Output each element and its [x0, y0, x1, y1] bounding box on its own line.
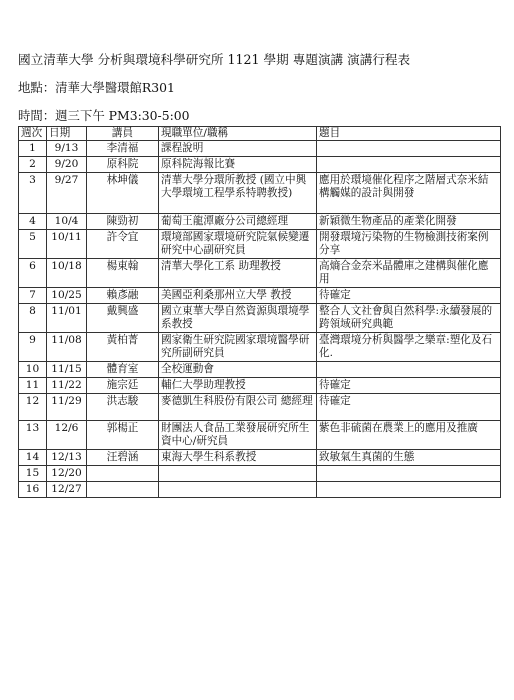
column-header-affiliation: 現職單位/職稱 [159, 127, 317, 141]
cell-week: 13 [19, 421, 47, 450]
table-row [19, 362, 501, 378]
cell-date: 9/27 [47, 173, 87, 214]
cell-speaker: 李清福 [87, 141, 159, 157]
cell-week: 9 [19, 333, 47, 362]
table-row [19, 421, 501, 450]
table-row [19, 394, 501, 421]
cell-week: 7 [19, 288, 47, 304]
table-row [19, 333, 501, 362]
table-row [19, 259, 501, 288]
cell-date: 12/6 [47, 421, 87, 450]
table-row [19, 173, 501, 214]
cell-week: 2 [19, 157, 47, 173]
cell-topic: 新穎微生物產品的產業化開發 [317, 214, 501, 230]
table-row [19, 141, 501, 157]
table-row [19, 482, 501, 498]
cell-affiliation: 原科院海報比賽 [159, 157, 317, 173]
table-row [19, 304, 501, 333]
cell-speaker: 戴興盛 [87, 304, 159, 333]
cell-date: 11/15 [47, 362, 87, 378]
table-row [19, 157, 501, 173]
cell-date: 12/20 [47, 466, 87, 482]
cell-week: 3 [19, 173, 47, 214]
cell-affiliation: 葡萄王龍潭廠分公司總經理 [159, 214, 317, 230]
cell-week: 14 [19, 450, 47, 466]
cell-speaker: 賴彥融 [87, 288, 159, 304]
cell-speaker [87, 482, 159, 498]
document-page [18, 52, 500, 498]
cell-topic: 待確定 [317, 394, 501, 421]
cell-topic [317, 482, 501, 498]
cell-topic: 高熵合金奈米晶體庫之建構與催化應用 [317, 259, 501, 288]
cell-week: 6 [19, 259, 47, 288]
cell-date: 10/11 [47, 230, 87, 259]
cell-date: 12/27 [47, 482, 87, 498]
cell-topic [317, 466, 501, 482]
cell-affiliation: 輔仁大學助理教授 [159, 378, 317, 394]
cell-week: 16 [19, 482, 47, 498]
cell-speaker: 林坤儀 [87, 173, 159, 214]
column-header-date: 日期 [47, 127, 87, 141]
cell-topic: 待確定 [317, 378, 501, 394]
cell-affiliation: 麥德凱生科股份有限公司 總經理 [159, 394, 317, 421]
cell-affiliation: 環境部國家環境研究院氣候變遷研究中心副研究員 [159, 230, 317, 259]
table-row [19, 450, 501, 466]
cell-speaker: 汪碧涵 [87, 450, 159, 466]
schedule-table [18, 126, 501, 498]
cell-topic: 臺灣環境分析與醫學之樂章:塑化及石化. [317, 333, 501, 362]
cell-affiliation: 清華大學化工系 助理教授 [159, 259, 317, 288]
table-row [19, 214, 501, 230]
cell-affiliation: 財團法人食品工業發展研究所生資中心/研究員 [159, 421, 317, 450]
cell-affiliation: 課程說明 [159, 141, 317, 157]
location-line: 地點：清華大學醫環館R301 [18, 80, 175, 95]
cell-date: 10/18 [47, 259, 87, 288]
cell-affiliation [159, 466, 317, 482]
cell-topic: 待確定 [317, 288, 501, 304]
table-row [19, 288, 501, 304]
cell-week: 4 [19, 214, 47, 230]
cell-affiliation: 美國亞利桑那州立大學 教授 [159, 288, 317, 304]
cell-affiliation [159, 482, 317, 498]
cell-affiliation: 清華大學分環所教授 (國立中興大學環境工程學系特聘教授) [159, 173, 317, 214]
table-header-row [19, 127, 501, 141]
cell-week: 1 [19, 141, 47, 157]
cell-speaker: 郭楊正 [87, 421, 159, 450]
cell-speaker: 施宗廷 [87, 378, 159, 394]
cell-date: 9/13 [47, 141, 87, 157]
cell-date: 12/13 [47, 450, 87, 466]
cell-topic: 致敏氣生真菌的生態 [317, 450, 501, 466]
cell-speaker: 陳勁初 [87, 214, 159, 230]
cell-speaker: 洪志駿 [87, 394, 159, 421]
cell-week: 11 [19, 378, 47, 394]
cell-date: 10/25 [47, 288, 87, 304]
column-header-topic: 題目 [317, 127, 501, 141]
cell-topic: 開發環境污染物的生物檢測技術案例分享 [317, 230, 501, 259]
cell-affiliation: 國立東華大學自然資源與環境學系教授 [159, 304, 317, 333]
cell-affiliation: 東海大學生科系教授 [159, 450, 317, 466]
cell-date: 9/20 [47, 157, 87, 173]
cell-topic: 整合人文社會與自然科學:永續發展的跨領域研究典範 [317, 304, 501, 333]
cell-date: 11/01 [47, 304, 87, 333]
cell-speaker: 楊東翰 [87, 259, 159, 288]
cell-date: 11/22 [47, 378, 87, 394]
cell-week: 5 [19, 230, 47, 259]
cell-topic [317, 157, 501, 173]
column-header-week: 週次 [19, 127, 47, 141]
cell-date: 11/29 [47, 394, 87, 421]
time-line: 時間：週三下午 PM3:30-5:00 [18, 108, 190, 123]
cell-week: 8 [19, 304, 47, 333]
cell-speaker: 黃柏菁 [87, 333, 159, 362]
cell-week: 15 [19, 466, 47, 482]
table-row [19, 466, 501, 482]
cell-date: 11/08 [47, 333, 87, 362]
cell-topic [317, 362, 501, 378]
cell-speaker: 許令宜 [87, 230, 159, 259]
cell-date: 10/4 [47, 214, 87, 230]
cell-topic: 應用於環境催化程序之階層式奈米結構觸媒的設計與開發 [317, 173, 501, 214]
page-title: 國立清華大學 分析與環境科學研究所 1121 學期 專題演講 演講行程表 [18, 52, 411, 67]
cell-affiliation: 國家衛生研究院國家環境醫學研究所副研究員 [159, 333, 317, 362]
cell-topic [317, 141, 501, 157]
cell-speaker: 體育室 [87, 362, 159, 378]
cell-week: 10 [19, 362, 47, 378]
cell-speaker [87, 466, 159, 482]
column-header-speaker: 講員 [87, 127, 159, 141]
table-row [19, 378, 501, 394]
cell-affiliation: 全校運動會 [159, 362, 317, 378]
cell-speaker: 原科院 [87, 157, 159, 173]
table-row [19, 230, 501, 259]
cell-topic: 紫色非硫菌在農業上的應用及推廣 [317, 421, 501, 450]
cell-week: 12 [19, 394, 47, 421]
